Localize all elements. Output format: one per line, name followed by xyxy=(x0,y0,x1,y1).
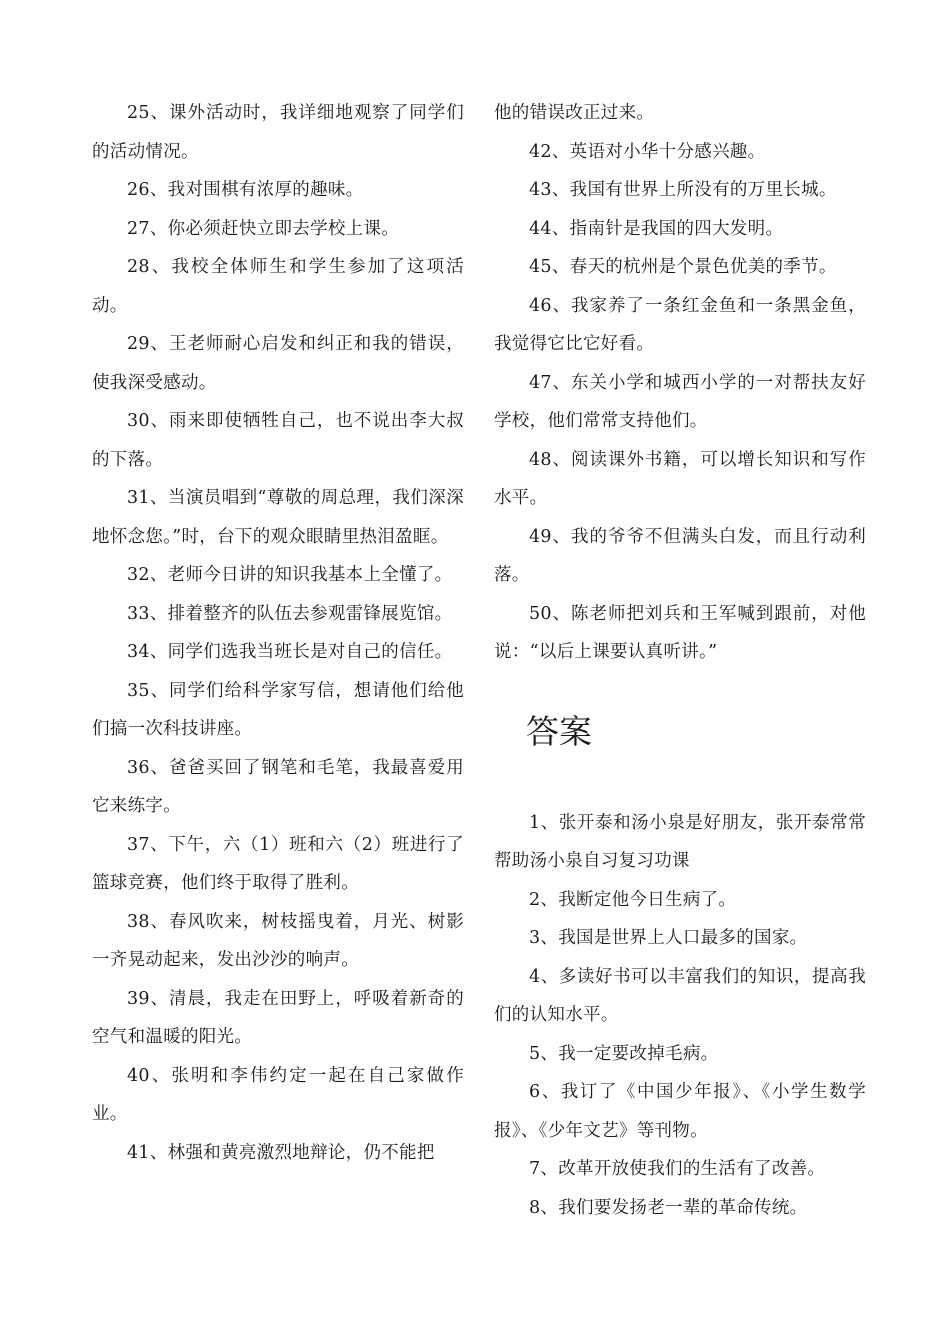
sentence-39: 39、清晨，我走在田野上，呼吸着新奇的空气和温暖的阳光。 xyxy=(92,988,464,1047)
sentence-42: 42、英语对小华十分感兴趣。 xyxy=(529,141,766,162)
sentence-46: 46、我家养了一条红金鱼和一条黑金鱼，我觉得它比它好看。 xyxy=(494,295,866,354)
sentence-37: 37、下午，六（1）班和六（2）班进行了篮球竞赛，他们终于取得了胜利。 xyxy=(92,834,464,893)
answer-3: 3、我国是世界上人口最多的国家。 xyxy=(529,928,808,948)
answer-1: 1、张开泰和汤小泉是好朋友，张开泰常常帮助汤小泉自习复习功课 xyxy=(494,812,866,871)
sentence-49: 49、我的爷爷不但满头白发，而且行动利落。 xyxy=(494,526,866,585)
answer-list xyxy=(494,804,866,1228)
answer-8: 8、我们要发扬老一辈的革命传统。 xyxy=(529,1197,808,1218)
answer-5: 5、我一定要改掉毛病。 xyxy=(529,1043,719,1064)
sentence-45: 45、春天的杭州是个景色优美的季节。 xyxy=(529,257,837,277)
sentence-48: 48、阅读课外书籍，可以增长知识和写作水平。 xyxy=(494,449,866,508)
sentence-43: 43、我国有世界上所没有的万里长城。 xyxy=(529,180,837,200)
sentence-35: 35、同学们给科学家写信，想请他们给他们搞一次科技讲座。 xyxy=(92,680,464,739)
sentence-27: 27、你必须赶快立即去学校上课。 xyxy=(127,218,400,239)
sentence-50: 50、陈老师把刘兵和王军喊到跟前，对他说：“以后上课要认真听讲。” xyxy=(494,603,866,662)
left-column xyxy=(92,94,464,1172)
sentence-34: 34、同学们选我当班长是对自己的信任。 xyxy=(127,642,453,662)
sentence-30: 30、雨来即使牺牲自己，也不说出李大叔的下落。 xyxy=(92,411,464,470)
answer-6: 6、我订了《中国少年报》、《小学生数学报》、《少年文艺》等刊物。 xyxy=(494,1082,866,1141)
sentence-47: 47、东关小学和城西小学的一对帮扶友好学校，他们常常支持他们。 xyxy=(494,372,866,431)
sentence-41-continuation: 他的错误改正过来。 xyxy=(494,103,655,123)
sentence-29: 29、王老师耐心启发和纠正和我的错误，使我深受感动。 xyxy=(92,334,464,393)
sentence-25: 25、课外活动时，我详细地观察了同学们的活动情况。 xyxy=(92,103,464,162)
sentence-44: 44、指南针是我国的四大发明。 xyxy=(529,218,784,239)
sentence-31: 31、当演员唱到“尊敬的周总理，我们深深地怀念您。”时，台下的观众眼睛里热泪盈眶。 xyxy=(92,488,464,547)
answers-heading: 答案 xyxy=(526,711,592,751)
sentence-41: 41、林强和黄亮激烈地辩论，仍不能把 xyxy=(127,1142,435,1163)
sentence-40: 40、张明和李伟约定一起在自己家做作业。 xyxy=(92,1065,464,1124)
sentence-33: 33、排着整齐的队伍去参观雷锋展览馆。 xyxy=(127,603,453,624)
sentence-32: 32、老师今日讲的知识我基本上全懂了。 xyxy=(127,565,453,585)
right-column xyxy=(494,94,866,1227)
sentence-28: 28、我校全体师生和学生参加了这项活动。 xyxy=(92,257,464,316)
answer-7: 7、改革开放使我们的生活有了改善。 xyxy=(529,1159,826,1179)
answer-4: 4、多读好书可以丰富我们的知识，提高我们的认知水平。 xyxy=(494,966,866,1025)
sentence-26: 26、我对围棋有浓厚的趣味。 xyxy=(127,180,364,200)
answer-2: 2、我断定他今日生病了。 xyxy=(529,889,737,910)
sentence-38: 38、春风吹来，树枝摇曳着，月光、树影一齐晃动起来，发出沙沙的响声。 xyxy=(92,911,464,970)
sentence-36: 36、爸爸买回了钢笔和毛笔，我最喜爱用它来练字。 xyxy=(92,757,464,816)
